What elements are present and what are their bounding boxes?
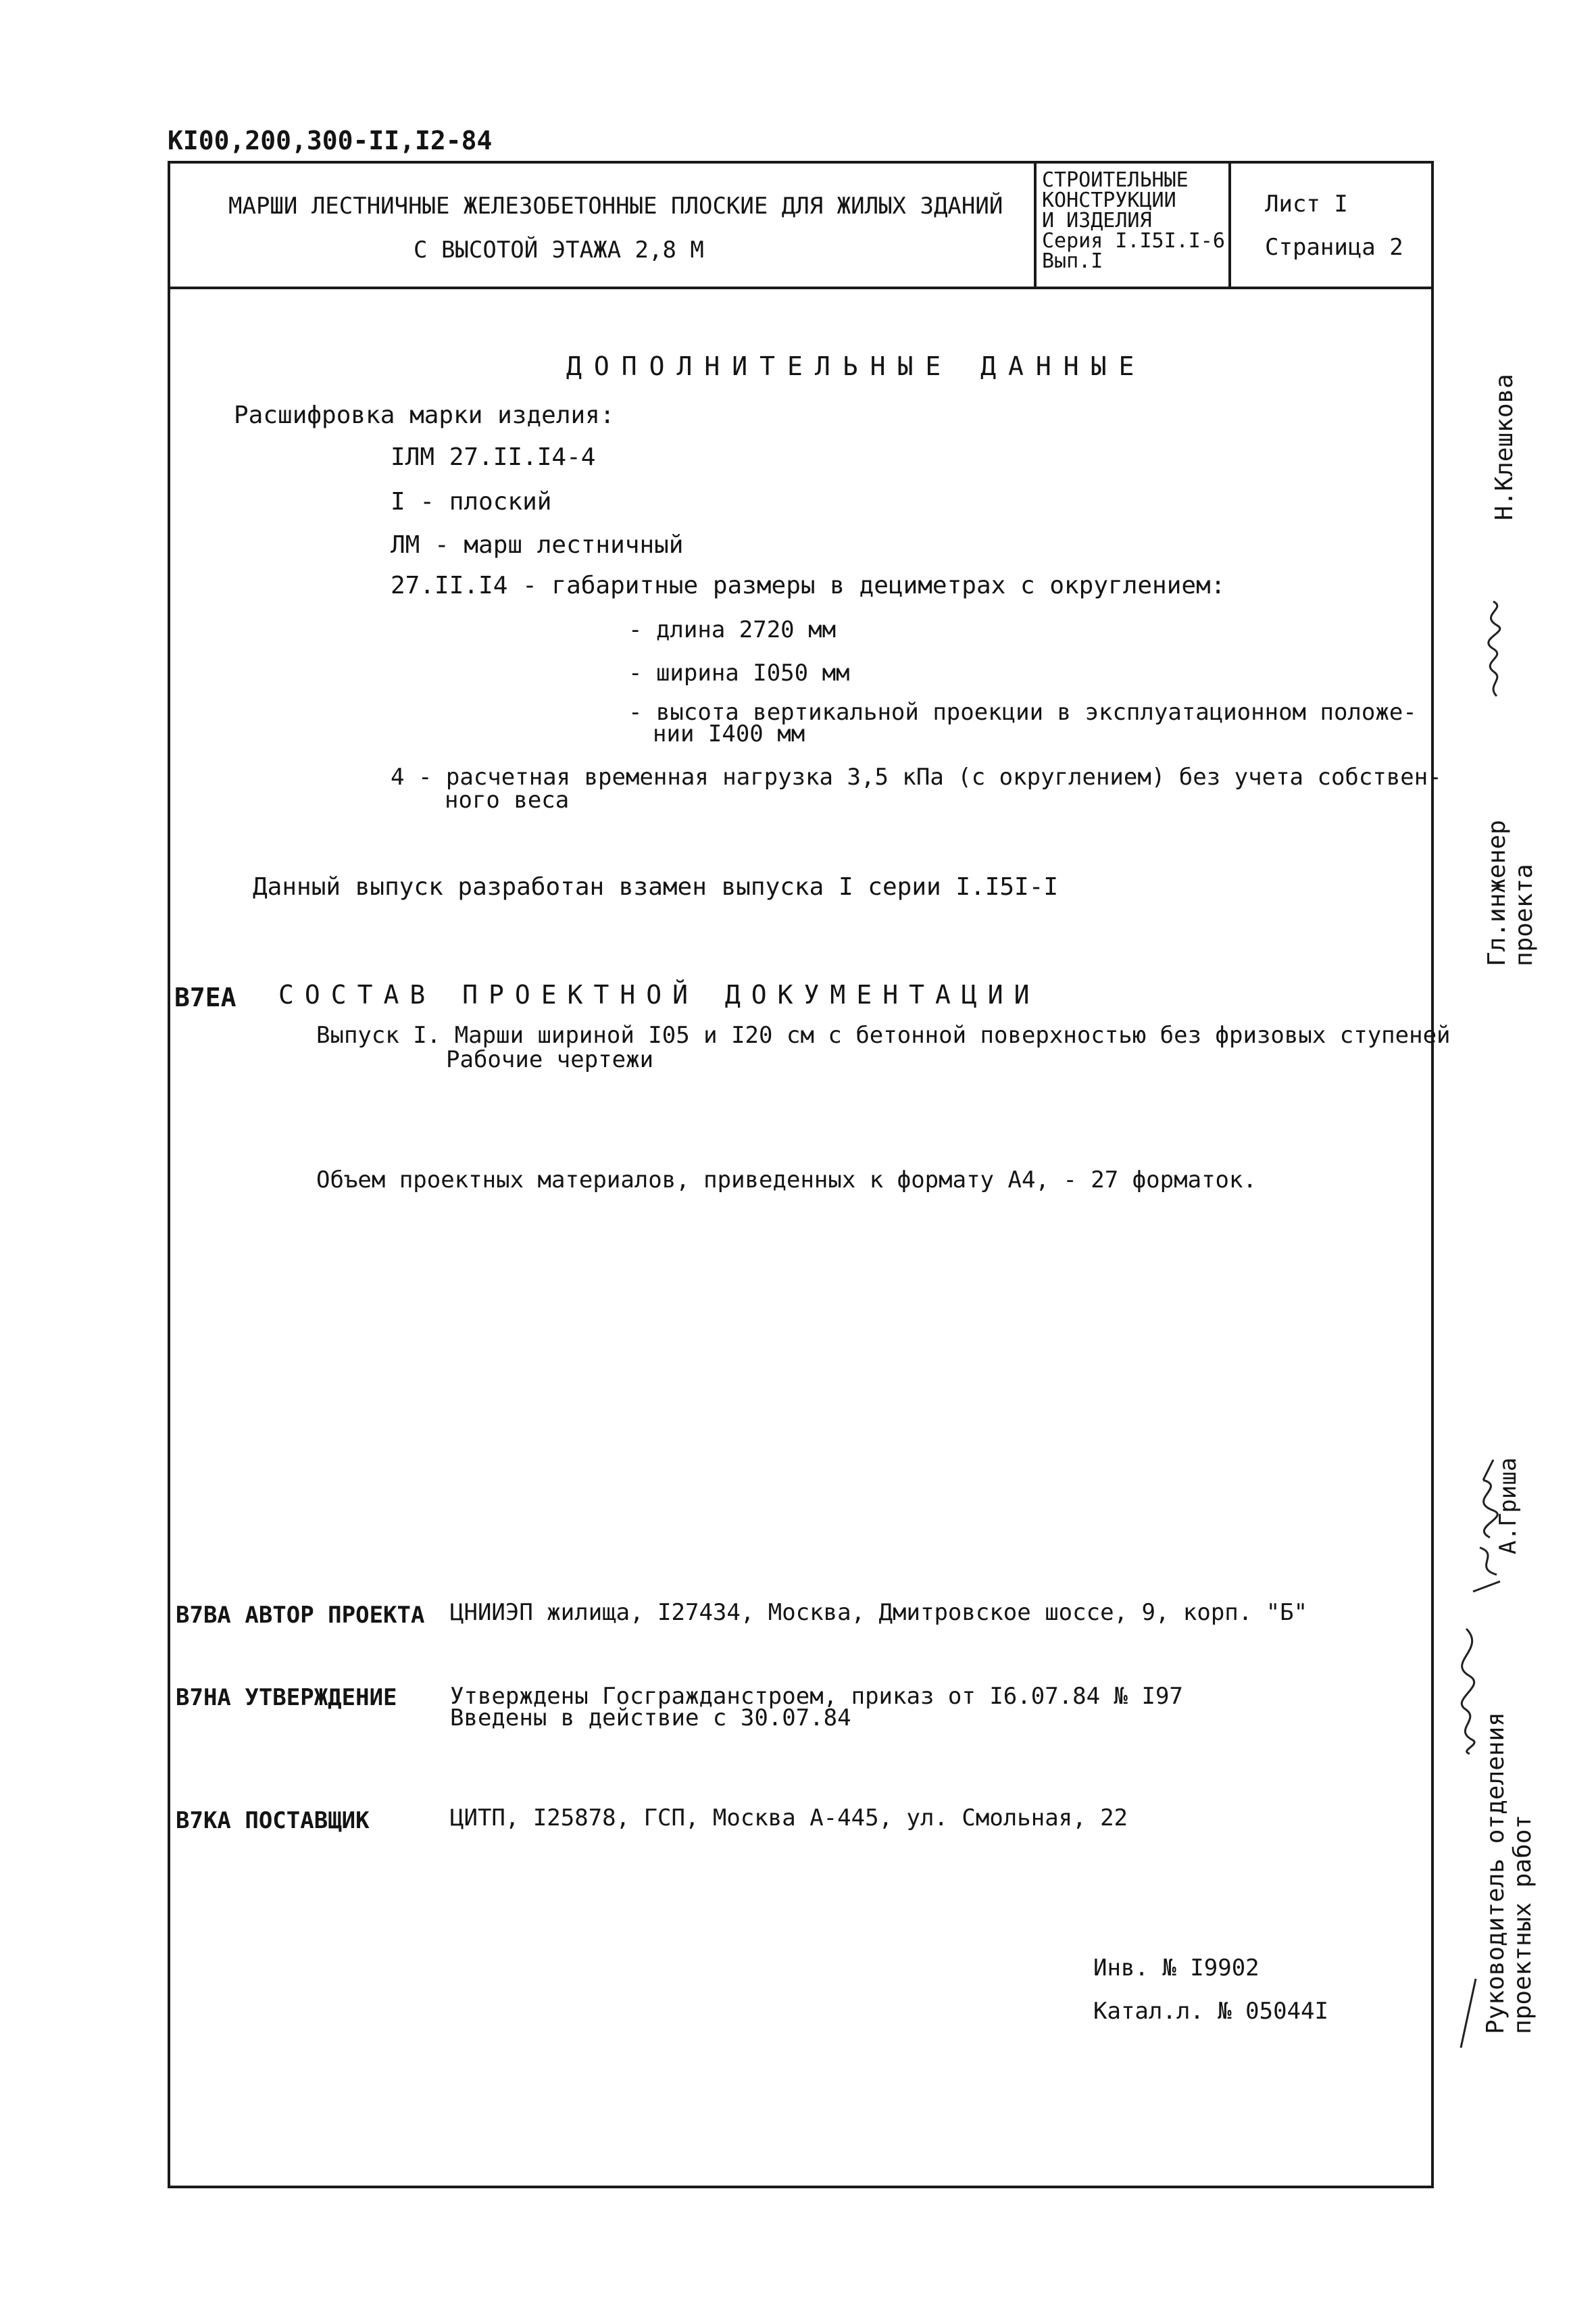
decode-label: Расшифровка марки изделия:: [234, 401, 615, 429]
margin-role-4-line-2: проектных работ: [1509, 1814, 1537, 2034]
product-mark: IЛМ 27.II.I4-4: [391, 443, 596, 471]
title-block-col-divider-1: [1034, 161, 1037, 288]
dimension-height-line-2: нии I400 мм: [653, 720, 805, 747]
signature-1: [1466, 595, 1520, 706]
catalog-number: Катал.л. № 05044I: [1093, 1998, 1328, 2025]
dimension-height-line-1: - высота вертикальной проекции в эксплуатационном положе-: [628, 699, 1417, 726]
author-code: В7ВА АВТОР ПРОЕКТА: [176, 1602, 425, 1629]
inventory-number: Инв. № I9902: [1093, 1954, 1260, 1981]
margin-stroke: [1458, 1976, 1478, 2053]
decode-item-2: ЛМ - марш лестничный: [391, 531, 684, 559]
margin-role-2-line-2: проекта: [1510, 864, 1538, 966]
decode-item-1: I - плоский: [391, 488, 552, 516]
replacement-note: Данный выпуск разработан взамен выпуска I серии I.I5I-I: [253, 873, 1059, 901]
title-block-divider: [168, 287, 1434, 289]
margin-name-3: А.Гриша: [1495, 1457, 1522, 1554]
supplier-code: В7КА ПОСТАВЩИК: [176, 1807, 370, 1834]
decode-item-3: 27.II.I4 - габаритные размеры в дециметрах с округлением:: [391, 572, 1226, 599]
load-line-1: 4 - расчетная временная нагрузка 3,5 кПа (с округлением) без учета собствен-: [391, 764, 1442, 791]
margin-role-4: [1482, 1712, 1537, 2034]
approval-code: В7НА УТВЕРЖДЕНИЕ: [176, 1684, 397, 1711]
category-block: [1042, 170, 1225, 272]
additional-data-heading: ДОПОЛНИТЕЛЬНЫЕ ДАННЫЕ: [566, 351, 1147, 381]
composition-issue-line-1: Выпуск I. Марши шириной I05 и I20 см с бетонной поверхностью без фризовых ступеней: [316, 1022, 1451, 1049]
load-line-2: ного веса: [445, 787, 570, 814]
composition-issue-line-2: Рабочие чертежи: [446, 1046, 654, 1073]
sheet-label: Лист I: [1265, 191, 1348, 218]
margin-role-2: [1484, 820, 1538, 966]
volume-note: Объем проектных материалов, приведенных к формату А4, - 27 форматок.: [316, 1166, 1257, 1193]
category-line-1: СТРОИТЕЛЬНЫЕ: [1042, 168, 1189, 192]
approval-text-line-1: Утверждены Госгражданстроем, приказ от I6.07.84 № I97: [450, 1683, 1183, 1710]
dimension-width: - ширина I050 мм: [628, 660, 850, 687]
author-text: ЦНИИЭП жилища, I27434, Москва, Дмитровское шоссе, 9, корп. "Б": [450, 1599, 1308, 1626]
title-line-2: С ВЫСОТОЙ ЭТАЖА 2,8 М: [414, 237, 704, 264]
dimension-length: - длина 2720 мм: [628, 616, 837, 643]
issue-label: Вып.I: [1042, 249, 1103, 273]
approval-text-line-2: Введены в действие с 30.07.84: [450, 1704, 851, 1731]
composition-code: В7ЕА: [174, 983, 236, 1012]
margin-name-1: Н.Клешкова: [1491, 374, 1518, 520]
title-block-col-divider-2: [1228, 161, 1231, 288]
series-label: Серия I.I5I.I-6: [1042, 229, 1225, 253]
composition-heading: СОСТАВ ПРОЕКТНОЙ ДОКУМЕНТАЦИИ: [278, 980, 1041, 1010]
document-code: КI00,200,300-II,I2-84: [168, 126, 493, 155]
margin-role-4-line-1: Руководитель отделения: [1482, 1712, 1510, 2034]
category-line-2: КОНСТРУКЦИИ: [1042, 189, 1176, 212]
category-line-3: И ИЗДЕЛИЯ: [1042, 209, 1152, 232]
margin-role-2-line-1: Гл.инженер: [1483, 820, 1511, 966]
title-line-1: МАРШИ ЛЕСТНИЧНЫЕ ЖЕЛЕЗОБЕТОННЫЕ ПЛОСКИЕ ДЛЯ ЖИЛЫХ ЗДАНИЙ: [228, 193, 1003, 220]
page-label: Страница 2: [1265, 234, 1403, 261]
supplier-text: ЦИТП, I25878, ГСП, Москва А-445, ул. Смольная, 22: [450, 1804, 1128, 1831]
